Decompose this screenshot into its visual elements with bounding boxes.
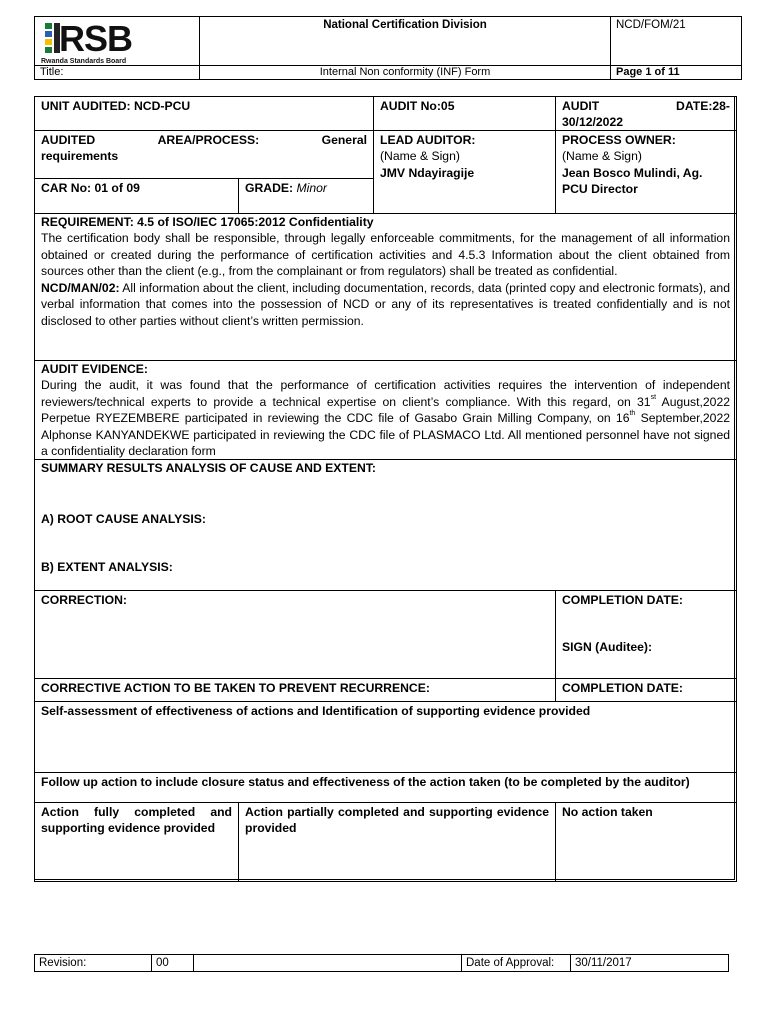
option-fully-completed: Action fully completed and supporting evidence provided [41,805,232,836]
approval-label: Date of Approval: [466,957,555,969]
document-footer [34,954,729,972]
corrective-action-label: CORRECTIVE ACTION TO BE TAKEN TO PREVENT RECURRENCE: [41,681,430,695]
title-value-cell [199,65,611,80]
ncd-manual-text: All information about the client, including documentation, records, data (printed copy and electronic formats), and verbal information that comes into the possession of NCD or any of its representatives is treated confidentially and is not disclosed to other parties without client’s written permission. [41,280,730,328]
page-number: Page 1 of 11 [616,66,680,78]
option-no-action-cell [555,802,737,882]
audited-area-value-cont: requirements [41,149,119,164]
audit-date-label: AUDIT [562,99,600,113]
nonconformity-form [34,96,735,880]
root-cause-heading: A) ROOT CAUSE ANALYSIS: [41,512,206,526]
audit-evidence-body [41,377,730,459]
unit-audited: UNIT AUDITED: NCD-PCU [41,99,191,113]
self-assessment-heading: Self-assessment of effectiveness of actions and Identification of supporting evidence provided [41,704,591,718]
process-owner-name: Jean Bosco Mulindi, Ag. [562,165,703,180]
audit-evidence-text-1: During the audit, it was found that the performance of certification activities requires the intervention of independent reviewers/technical experts to provide a technical expertise on client’s compliance. With this regard, on 31 [41,378,730,409]
summary-heading: SUMMARY RESULTS ANALYSIS OF CAUSE AND EXTENT: [41,461,376,475]
follow-up-heading: Follow up action to include closure status and effectiveness of the action taken (to be completed by the auditor) [41,775,690,789]
page-cell [610,65,742,80]
revision-label-cell [34,954,152,972]
corrective-completion-date: COMPLETION DATE: [562,681,683,695]
option-fully-completed-cell [34,802,239,882]
car-number: CAR No: 01 of 09 [41,181,140,195]
lead-auditor-cell [373,130,556,214]
form-title: Internal Non conformity (INF) Form [319,66,491,78]
corrective-action-cell [34,678,556,702]
audited-area-cell [34,130,374,179]
title-label-cell [34,65,200,80]
division-cell [199,16,611,66]
lead-auditor-sign: (Name & Sign) [380,149,460,164]
audited-area-mid: AREA/PROCESS: [157,133,260,147]
unit-audited-cell [34,96,374,131]
audit-date-value: DATE:28- [676,99,730,113]
audit-evidence-heading: AUDIT EVIDENCE: [41,362,148,376]
audit-evidence-text-3: September,2022 Alphonse KANYANDEKWE participated in reviewing the CDC file of PLASMACO Ltd. All mentioned personnel have not signed a confidentiality declaration form [41,411,731,459]
corrective-completion-cell [555,678,737,702]
audited-area-label: AUDITED [41,133,96,147]
audit-number: AUDIT No:05 [380,99,455,113]
title-label: Title: [40,66,64,78]
approval-date: 30/11/2017 [575,957,632,969]
correction-completion-cell [555,590,737,679]
logo-tagline: Rwanda Standards Board [41,58,127,65]
audit-date-range: 30/12/2022 [562,115,623,130]
ordinal-suffix: st [650,393,657,401]
option-no-action: No action taken [562,805,653,819]
auditee-sign-label: SIGN (Auditee): [562,640,653,654]
approval-value-cell [570,954,729,972]
requirement-cell [34,213,737,361]
requirement-body: The certification body shall be responsible, through legally enforceable commitments, for the management of all information obtained or created during the performance of certification activities and 4.5.3 Information about the client obtained from sources other than the client (e.g., from the complainant or from regulators) shall be treated as confidential. [41,231,730,279]
process-owner-label: PROCESS OWNER: [562,133,676,147]
ordinal-suffix: th [629,410,636,418]
audited-area-value: General [321,133,367,147]
form-code: NCD/FOM/21 [616,19,686,31]
option-partially-completed: Action partially completed and supporting evidence provided [245,805,549,836]
audit-date-cell [555,96,737,131]
follow-up-cell [34,772,737,803]
audit-no-cell [373,96,556,131]
self-assessment-cell [34,701,737,773]
revision-value: 00 [156,957,169,969]
revision-label: Revision: [39,957,87,969]
ncd-manual-clause [41,280,730,329]
analysis-cell [34,459,737,591]
audit-evidence-cell [34,360,737,460]
correction-completion-date: COMPLETION DATE: [562,593,683,607]
document-header [34,16,742,80]
division-name: National Certification Division [323,19,487,31]
grade-value: Minor [296,181,327,195]
audit-evidence-text-2: August,2022 Perpetue RYEZEMBERE participated in reviewing the CDC file of Gasabo Grain Milling Company, on 16 [41,394,731,426]
logo-initials: RSB [59,18,133,59]
requirement-heading: REQUIREMENT: 4.5 of ISO/IEC 17065:2012 Confidentiality [41,215,374,229]
ncd-manual-ref: NCD/MAN/02: [41,280,120,295]
lead-auditor-name: JMV Ndayiragije [380,165,475,180]
process-owner-cell [555,130,737,214]
revision-value-cell [151,954,194,972]
option-partially-completed-cell [238,802,556,882]
grade-cell [238,178,374,214]
process-owner-sign: (Name & Sign) [562,149,642,164]
approval-label-cell [461,954,571,972]
form-code-cell [610,16,742,66]
extent-heading: B) EXTENT ANALYSIS: [41,560,173,574]
correction-label: CORRECTION: [41,593,127,607]
correction-cell [34,590,556,679]
car-no-cell [34,178,239,214]
process-owner-title: PCU Director [562,182,638,197]
footer-blank-cell [193,954,462,972]
grade-label: GRADE: [245,181,294,195]
lead-auditor-label: LEAD AUDITOR: [380,133,476,147]
